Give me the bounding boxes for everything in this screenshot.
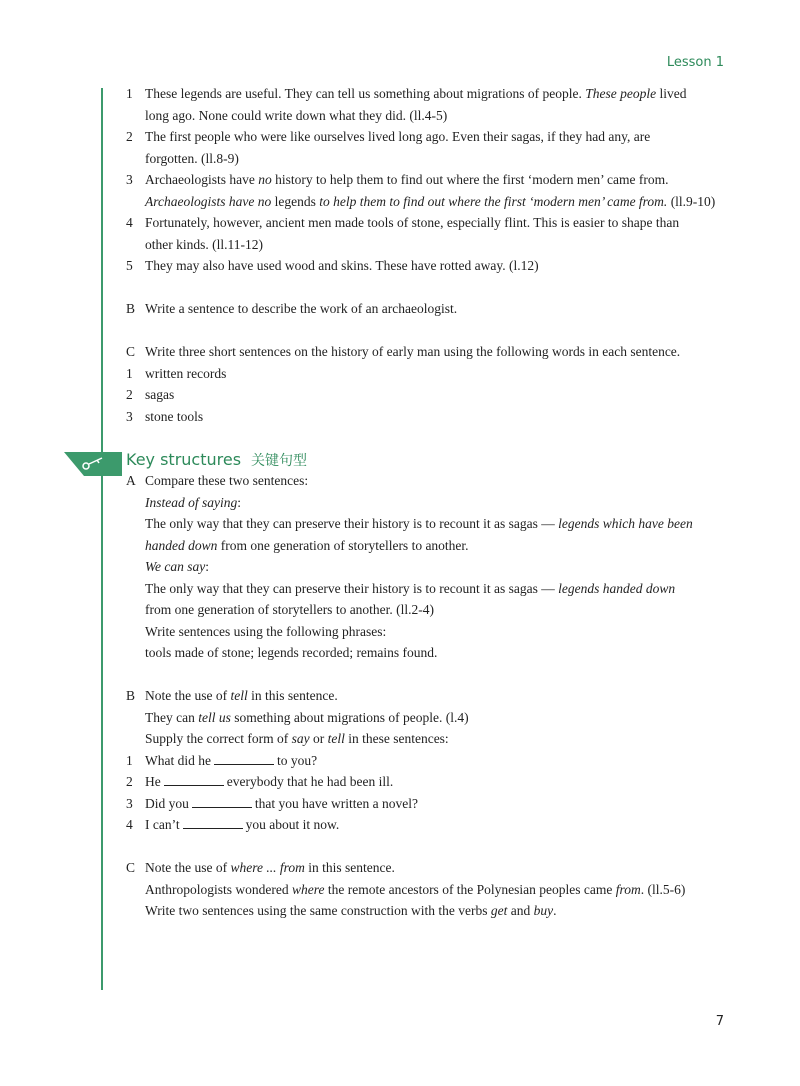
lesson-header: Lesson 1 <box>666 55 724 70</box>
line-text <box>145 879 685 901</box>
item-number: 5 <box>126 258 133 273</box>
exercise-b-text: Write a sentence to describe the work of an archaeologist. <box>145 301 458 316</box>
line-text <box>145 578 675 600</box>
italic-text: say <box>291 731 310 746</box>
item-number: B <box>126 688 136 703</box>
text: written records <box>145 365 227 381</box>
text: Write sentences using the following phrases: <box>145 623 387 639</box>
item-number: 4 <box>126 817 133 832</box>
italic-text: Instead of saying <box>145 494 238 510</box>
item-number: 3 <box>126 795 133 811</box>
key-structure-line <box>126 707 726 729</box>
text: He <box>145 774 161 789</box>
exercise-a-line <box>126 126 726 148</box>
line-text <box>145 148 239 170</box>
text: history to help them to find out where the first ‘modern men’ came from. <box>271 172 669 187</box>
key-structure-line <box>126 879 726 901</box>
italic-text: where ... from <box>230 860 305 875</box>
text: Compare these two sentences: <box>145 473 309 488</box>
key-structure-line <box>126 470 726 492</box>
line-text <box>145 771 393 793</box>
key-structure-line <box>126 535 726 557</box>
key-structures-title-en: Key structures <box>126 450 242 469</box>
key-structure-line <box>126 556 726 578</box>
line-text <box>145 363 226 385</box>
italic-text: from <box>615 881 641 897</box>
text: (ll.9-10) <box>667 193 716 209</box>
line-text <box>145 535 469 557</box>
item-number: 2 <box>126 774 133 789</box>
line-text <box>145 470 308 492</box>
exercise-c-item <box>126 363 726 385</box>
text: in this sentence. <box>247 688 338 703</box>
text: or <box>309 731 328 746</box>
text: The first people who were like ourselves lived long ago. Even their sagas, if they had any, are <box>145 129 651 144</box>
italic-text: to help them to find out where the first ‘modern men’ came from. <box>319 193 668 209</box>
answer-blank[interactable] <box>192 797 252 808</box>
item-number: A <box>126 473 136 488</box>
exercise-a-list <box>126 83 726 277</box>
answer-blank[interactable] <box>183 818 243 829</box>
line-text <box>145 707 469 729</box>
text: everybody that he had been ill. <box>226 774 394 789</box>
line-text <box>145 814 339 836</box>
line-text <box>145 793 418 815</box>
text: Anthropologists wondered <box>145 881 292 897</box>
key-structure-line <box>126 513 726 535</box>
italic-text: tell <box>327 731 345 746</box>
exercise-a-line <box>126 83 726 105</box>
item-number: 2 <box>126 129 133 144</box>
answer-blank[interactable] <box>214 754 274 765</box>
fill-in-item <box>126 750 726 772</box>
italic-text: no <box>258 172 272 187</box>
line-text <box>145 900 557 922</box>
line-text <box>145 556 209 578</box>
italic-text: where <box>291 881 325 897</box>
text: . <box>553 903 557 918</box>
key-structures-a <box>126 470 726 664</box>
text: and <box>507 903 534 918</box>
key-structure-line <box>126 857 726 879</box>
text: tools made of stone; legends recorded; remains found. <box>145 645 438 660</box>
text: : <box>205 559 210 574</box>
text: in these sentences: <box>344 731 449 746</box>
exercise-a-line <box>126 169 726 191</box>
key-structures-c <box>126 857 726 922</box>
line-text <box>145 513 693 535</box>
line-text <box>145 126 650 148</box>
answer-blank[interactable] <box>164 775 224 786</box>
item-number: C <box>126 860 136 875</box>
item-number: 1 <box>126 752 133 768</box>
text: . (ll.5-6) <box>640 881 686 897</box>
text: What did he <box>145 752 211 768</box>
italic-text: We can say <box>145 559 206 574</box>
text: The only way that they can preserve their history is to recount it as sagas — <box>145 516 559 531</box>
fill-in-item <box>126 793 726 815</box>
item-number: 1 <box>126 365 133 381</box>
line-text <box>145 642 437 664</box>
item-number: 3 <box>126 408 133 424</box>
exercise-c <box>126 341 726 427</box>
text: forgotten. (ll.8-9) <box>145 150 239 166</box>
text: They can <box>145 709 199 725</box>
item-number: 3 <box>126 172 133 187</box>
key-structure-line <box>126 900 726 922</box>
text: sagas <box>145 387 175 402</box>
item-number: 1 <box>126 86 133 101</box>
line-text <box>145 169 669 191</box>
key-icon <box>64 450 122 478</box>
key-structure-line <box>126 599 726 621</box>
exercise-b <box>126 298 726 320</box>
text: legends <box>271 193 320 209</box>
text: in this sentence. <box>304 860 395 875</box>
item-number: 4 <box>126 215 133 230</box>
text: I can’t <box>145 817 180 832</box>
text: other kinds. (ll.11-12) <box>145 236 263 252</box>
text: lived <box>656 86 687 101</box>
italic-text: buy <box>533 903 554 918</box>
italic-text: Archaeologists have no <box>145 193 272 209</box>
line-text <box>145 384 174 406</box>
text: long ago. None could write down what they did. (ll.4-5) <box>145 107 448 123</box>
exercise-c-item <box>126 384 726 406</box>
line-text <box>145 728 449 750</box>
exercise-a-line <box>126 105 726 127</box>
key-structures-title-cn: 关键句型 <box>251 453 308 469</box>
exercise-c-text: Write three short sentences on the history of early man using the following words in each sentence. <box>145 344 681 359</box>
text: from one generation of storytellers to another. (ll.2-4) <box>145 602 435 617</box>
text: something about migrations of people. (l.4) <box>230 709 469 725</box>
italic-text: legends which have been <box>558 516 693 531</box>
exercise-a-line <box>126 191 726 213</box>
text: Write two sentences using the same construction with the verbs <box>145 903 491 918</box>
line-text <box>145 83 687 105</box>
text: Fortunately, however, ancient men made tools of stone, especially flint. This is easier to shape than <box>145 215 680 230</box>
line-text <box>145 685 338 707</box>
text: from one generation of storytellers to another. <box>217 537 469 553</box>
text: you about it now. <box>245 817 340 832</box>
exercise-a-line <box>126 212 726 234</box>
exercise-c-item <box>126 406 726 428</box>
item-number: 2 <box>126 387 133 402</box>
key-structure-line <box>126 621 726 643</box>
text: These legends are useful. They can tell us something about migrations of people. <box>145 86 586 101</box>
line-text <box>145 212 679 234</box>
fill-in-item <box>126 771 726 793</box>
line-text <box>145 191 715 213</box>
line-text <box>145 105 447 127</box>
line-text <box>145 857 395 879</box>
key-structure-line <box>126 642 726 664</box>
exercise-a-line <box>126 234 726 256</box>
key-structure-line <box>126 578 726 600</box>
text: Did you <box>145 795 189 811</box>
page-number: 7 <box>715 1014 724 1029</box>
text: to you? <box>276 752 318 768</box>
exercise-a-line <box>126 255 726 277</box>
margin-rule <box>101 88 103 990</box>
text: The only way that they can preserve their history is to recount it as sagas — <box>145 580 559 596</box>
key-structure-line <box>126 492 726 514</box>
text: Supply the correct form of <box>145 731 292 746</box>
fill-in-item <box>126 814 726 836</box>
italic-text: tell us <box>198 709 231 725</box>
line-text <box>145 255 539 277</box>
key-structures-title <box>126 449 307 471</box>
line-text <box>145 406 203 428</box>
italic-text: tell <box>230 688 248 703</box>
exercise-b-letter: B <box>126 301 136 316</box>
text: Archaeologists have <box>145 172 259 187</box>
line-text <box>145 621 386 643</box>
exercise-c-letter: C <box>126 344 136 359</box>
italic-text: legends handed down <box>558 580 676 596</box>
key-structure-line <box>126 685 726 707</box>
text: Note the use of <box>145 860 231 875</box>
italic-text: These people <box>585 86 657 101</box>
text: : <box>237 494 242 510</box>
text: Note the use of <box>145 688 231 703</box>
italic-text: handed down <box>145 537 218 553</box>
exercise-a-line <box>126 148 726 170</box>
text: They may also have used wood and skins. These have rotted away. (l.12) <box>145 258 539 273</box>
line-text <box>145 234 263 256</box>
text: the remote ancestors of the Polynesian peoples came <box>324 881 616 897</box>
key-structure-line <box>126 728 726 750</box>
key-structures-b <box>126 685 726 836</box>
italic-text: get <box>490 903 508 918</box>
line-text <box>145 599 434 621</box>
line-text <box>145 750 317 772</box>
line-text <box>145 492 241 514</box>
text: that you have written a novel? <box>254 795 418 811</box>
text: stone tools <box>145 408 204 424</box>
